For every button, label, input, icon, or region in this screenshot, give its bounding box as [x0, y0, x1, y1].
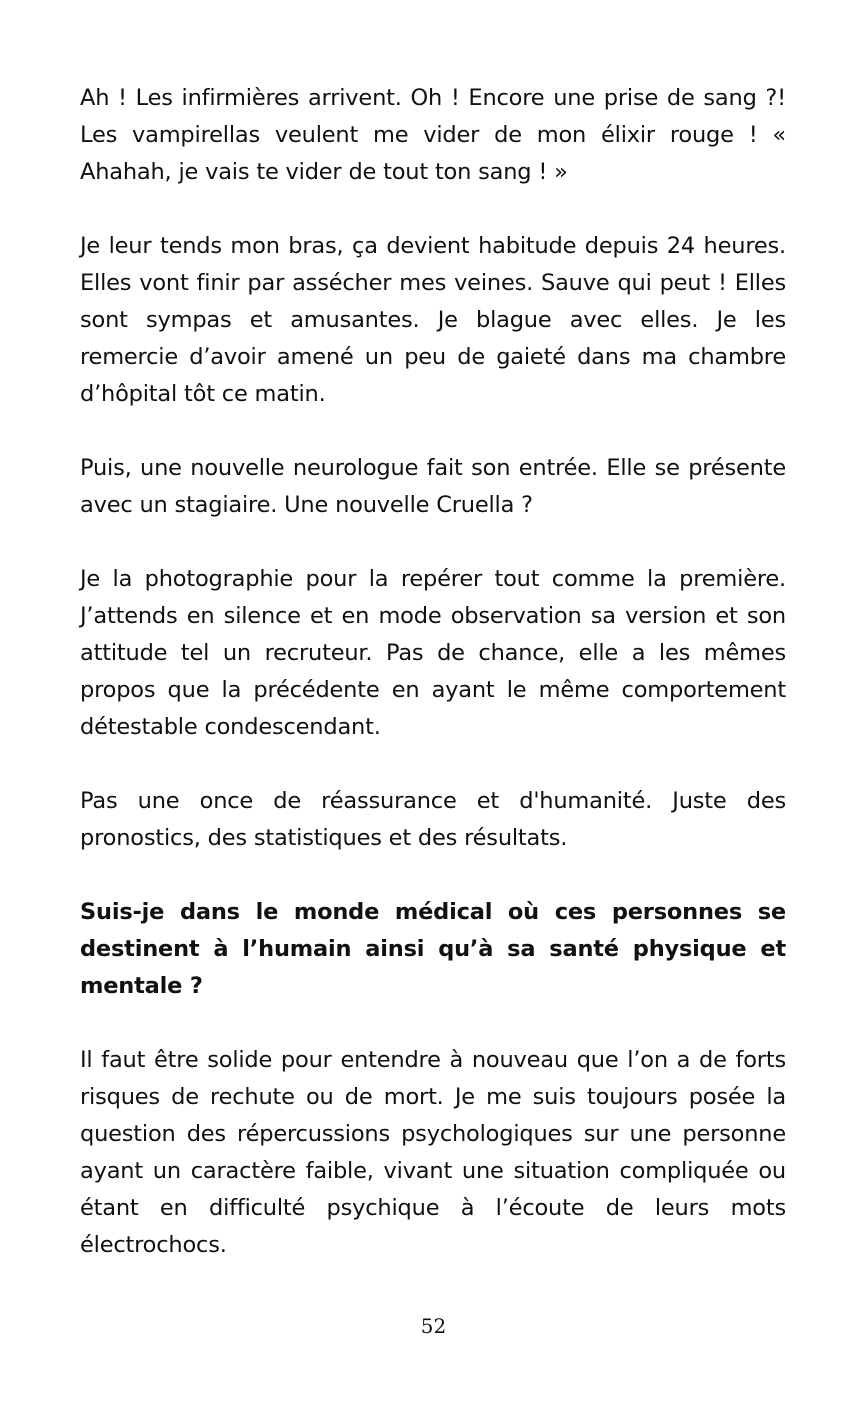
bold-question-paragraph: Suis-je dans le monde médical où ces personnes se destinent à l’humain ainsi qu’à sa santé physique et mentale ? — [80, 899, 786, 999]
paragraph-2: Je leur tends mon bras, ça devient habitude depuis 24 heures. Elles vont finir par assécher mes veines. Sauve qui peut ! Elles sont sympas et amusantes. Je blague avec elles. Je les remercie d’avoir amené un peu de gaieté dans ma chambre d’hôpital tôt ce matin. — [80, 233, 786, 407]
paragraph-3: Puis, une nouvelle neurologue fait son entrée. Elle se présente avec un stagiaire. Une nouvelle Cruella ? — [80, 455, 786, 518]
page-number: 52 — [420, 1314, 447, 1338]
paragraph-4: Je la photographie pour la repérer tout comme la première. J’attends en silence et en mode observation sa version et son attitude tel un recruteur. Pas de chance, elle a les mêmes propos que la précédente en ayant le même comportement détestable condescendant. — [80, 566, 786, 740]
paragraph-7: Il faut être solide pour entendre à nouveau que l’on a de forts risques de rechute ou de mort. Je me suis toujours posée la question des répercussions psychologiques sur une personne ayant un caractère faible, vivant une situation compliquée ou étant en difficulté psychique à l’écoute de leurs mots électrochocs. — [80, 1047, 786, 1258]
paragraph-1: Ah ! Les infirmières arrivent. Oh ! Encore une prise de sang ?! Les vampirellas veulent me vider de mon élixir rouge ! « Ahahah, je vais te vider de tout ton sang ! » — [80, 85, 786, 185]
page-body — [80, 80, 786, 1301]
paragraph-5: Pas une once de réassurance et d'humanité. Juste des pronostics, des statistiques et des résultats. — [80, 788, 786, 851]
